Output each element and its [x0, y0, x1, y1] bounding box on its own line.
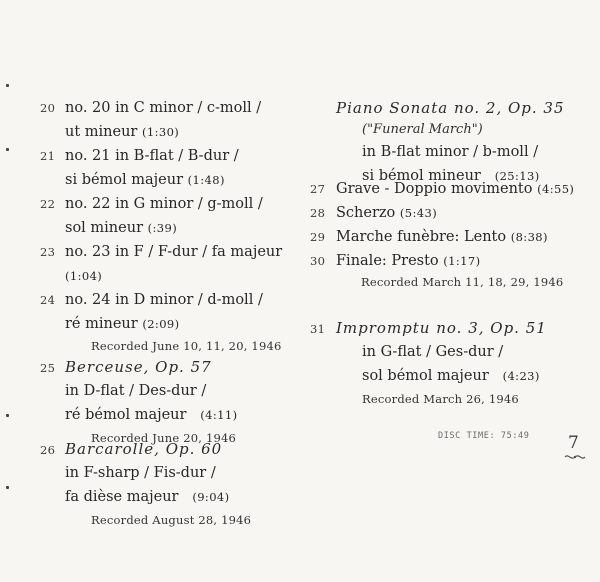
left-column: [0, 96, 310, 358]
track-duration: (5:43): [399, 206, 438, 220]
track-24: [0, 288, 310, 336]
track-duration: (4:11): [200, 408, 238, 422]
track-duration: (1:48): [187, 173, 225, 187]
work-subtitle: ("Funeral March"): [362, 122, 483, 137]
track-title-line: sol mineur (:39): [65, 220, 178, 236]
track-duration: (9:04): [192, 490, 230, 504]
disc-time: DISC TIME: 75:49: [438, 431, 530, 441]
recording-date: Recorded March 11, 18, 29, 1946: [361, 275, 564, 289]
work-sonata: [336, 96, 586, 188]
track-number: 27: [310, 182, 326, 196]
edge-mark-4: [6, 486, 9, 489]
track-duration: (4:55): [537, 182, 575, 196]
track-number: 25: [40, 361, 56, 375]
movement-title: Finale: Presto (1:17): [336, 253, 481, 269]
track-27: [300, 177, 590, 201]
track-title-line: ré mineur (2:09): [65, 316, 180, 332]
work-title: Barcarolle, Op. 60: [65, 440, 223, 458]
key-line: in F-sharp / Fis-dur /: [65, 465, 216, 481]
track-23: [0, 240, 310, 288]
track-title-line: no. 23 in F / F-dur / fa majeur: [65, 244, 283, 260]
work-title: Berceuse, Op. 57: [65, 358, 212, 376]
track-duration: (1:17): [443, 254, 481, 268]
recording-date: Recorded August 28, 1946: [91, 513, 252, 527]
key-line: ré bémol majeur (4:11): [65, 407, 238, 423]
track-number: 21: [40, 149, 56, 163]
track-20: [0, 96, 310, 144]
track-number: 23: [40, 245, 56, 259]
track-number: 31: [310, 322, 326, 336]
track-29: [300, 225, 590, 249]
key-line: in D-flat / Des-dur /: [65, 383, 207, 399]
track-title-line: ut mineur (1:30): [65, 124, 180, 140]
movement-title: Scherzo (5:43): [336, 205, 438, 221]
track-duration: (25:13): [494, 169, 540, 183]
movement-title: Marche funèbre: Lento (8:38): [336, 229, 548, 245]
track-number: 28: [310, 206, 326, 220]
track-number: 26: [40, 443, 56, 457]
key-line: si bémol mineur (25:13): [362, 168, 540, 184]
page-number: 7: [568, 433, 579, 453]
movement-title: Grave - Doppio movimento (4:55): [336, 181, 575, 197]
flourish-ornament-icon: [564, 452, 586, 462]
track-28: [300, 201, 590, 225]
key-line: sol bémol majeur (4:23): [362, 368, 540, 384]
work-title: Impromptu no. 3, Op. 51: [336, 319, 547, 337]
key-line: in G-flat / Ges-dur /: [362, 344, 504, 360]
key-line: fa dièse majeur (9:04): [65, 489, 230, 505]
track-duration: (2:09): [142, 317, 180, 331]
track-number: 24: [40, 293, 56, 307]
sonata-movements: [300, 177, 590, 295]
track-duration: (1:30): [141, 125, 180, 139]
track-number: 29: [310, 230, 326, 244]
work-title: Piano Sonata no. 2, Op. 35: [336, 99, 565, 117]
edge-mark-1: [6, 84, 9, 87]
recording-date: Recorded March 26, 1946: [362, 392, 519, 406]
recording-date: Recorded June 10, 11, 20, 1946: [91, 339, 282, 353]
track-number: 22: [40, 197, 56, 211]
track-title-line: si bémol majeur (1:48): [65, 172, 225, 188]
track-title-line: no. 21 in B-flat / B-dur /: [65, 148, 239, 164]
track-title-line: no. 24 in D minor / d-moll /: [65, 292, 263, 308]
track-title-line: [65, 264, 282, 288]
track-duration: (:39): [147, 221, 178, 235]
track-30: [300, 249, 590, 273]
track-duration: (8:38): [510, 230, 548, 244]
track-22: [0, 192, 310, 240]
track-number: 20: [40, 101, 56, 115]
track-number: 30: [310, 254, 326, 268]
track-21: [0, 144, 310, 192]
edge-mark-3: [6, 414, 9, 417]
track-duration: (4:23): [502, 369, 540, 383]
track-title-line: no. 22 in G minor / g-moll /: [65, 196, 263, 212]
track-duration: (1:04): [65, 269, 103, 283]
key-line: in B-flat minor / b-moll /: [362, 144, 539, 160]
track-title-line: no. 20 in C minor / c-moll /: [65, 100, 262, 116]
recording-date: Recorded June 20, 1946: [91, 431, 237, 445]
